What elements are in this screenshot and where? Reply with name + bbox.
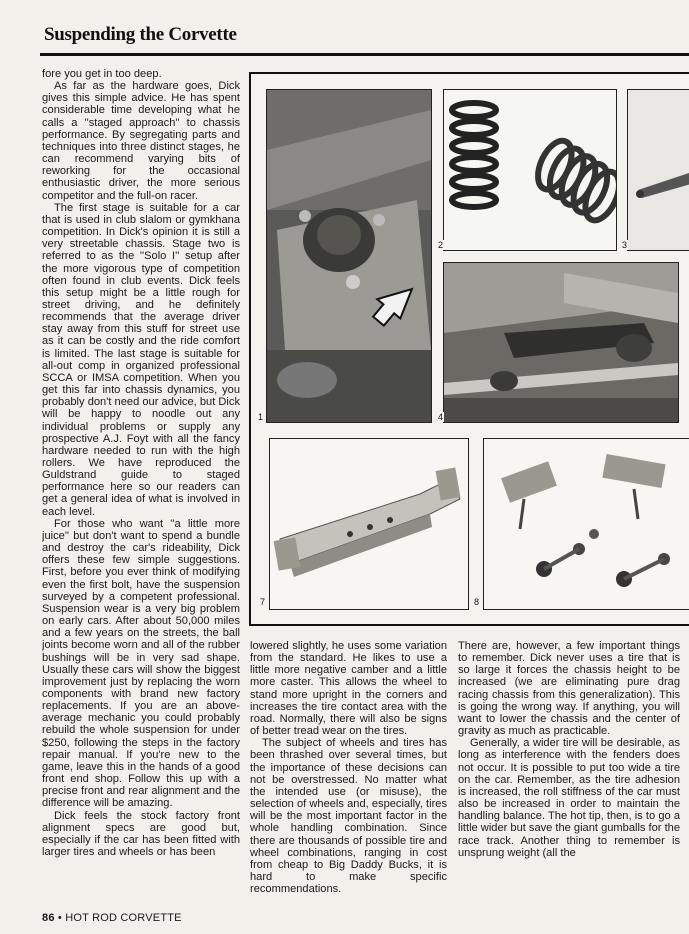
text-column-1 — [42, 68, 240, 908]
photo-number: 7 — [260, 597, 266, 607]
text-column-2 — [250, 640, 447, 908]
header-rule — [40, 53, 689, 56]
paragraph: As far as the hardware goes, Dick gives this simple advice. He has spent considerable time developing what he calls a ''staged approach'' to chassis performance. By segregating parts and techniques into three distinct stages, he can recommend varying bits of reworking for the occasional enthusiastic driver, the more serious competitor and the full-on racer. — [42, 80, 240, 202]
text-column-3 — [458, 640, 680, 908]
photo-4-suspension-linkage — [443, 262, 679, 423]
running-head: Suspending the Corvette — [44, 24, 237, 45]
photo-number: 8 — [474, 597, 480, 607]
page-number: 86 — [42, 912, 55, 924]
page-footer — [42, 912, 182, 924]
photo-panel — [249, 72, 689, 626]
photo-3-partial — [627, 89, 689, 251]
photo-number: 2 — [438, 240, 444, 250]
photo-7-crossmember — [269, 438, 469, 610]
photo-2-coil-springs — [443, 89, 617, 251]
photo-8-sway-bar-links — [483, 438, 689, 610]
paragraph: Generally, a wider tire will be desirable, as long as interference with the fenders does not occur. It is possible to put too wide a tire on the car. Remember, as the tire adhesion is increased, the roll stiffness of the car must also be increased in order to maintain the handling balance. The hot tip, then, is to go a little wider but save the giant gumballs for the race track. Another thing to remember is unsprung weight (all the — [458, 737, 680, 859]
photo-number: 4 — [438, 412, 444, 422]
paragraph: For those who want ''a little more juice'' but don't want to spend a bundle and destroy the car's rideability, Dick offers these few simple suggestions. First, before you ever think of modifying even the first bolt, have the suspension surveyed by a competent professional. Suspension wear is a very big problem on early cars. After about 50,000 miles and a few years on the streets, the ball joints become worn and all of the rubber bushings will be in very sad shape. Usually these cars will show the biggest improvement just by replacing the worn components with brand new factory replacements. If you are an above-average mechanic you could probably rebuild the whole suspension for under $250, following the steps in the factory repair manual. If you're new to the game, leave this in the hands of a good front end shop. Follow this up with a precise front and rear alignment and the difference will be amazing. — [42, 517, 240, 810]
photo-number: 1 — [258, 412, 264, 422]
paragraph: The subject of wheels and tires has been thrashed over several times, but the importance of these decisions can not be overstressed. No matter what the intended use (or misuse), the selection of wheels and, especially, tires will be the most important factor in the whole handling combination. Since there are thousands of possible tire and wheel combinations, ranging in cost from cheap to Big Daddy Bucks, it is hard to make specific recommendations. — [250, 737, 447, 896]
paragraph: lowered slightly, he uses some variation from the standard. He likes to use a little more negative camber and a little more caster. This allows the wheel to stand more upright in the corners and increases the tire contact area with the road. Normally, there will also be signs of better tread wear on the tires. — [250, 640, 447, 738]
paragraph: There are, however, a few important things to remember. Dick never uses a tire that is so large it forces the chassis height to be increased (we are eliminating pure drag racing chassis from this generalization). This is going the wrong way. If anything, you will want to lower the chassis and the center of gravity as much as practicable. — [458, 640, 680, 738]
paragraph: fore you get in too deep. — [42, 68, 162, 80]
footer-bullet: • — [57, 912, 62, 924]
paragraph: Dick feels the stock factory front alignment specs are good but, especially if the car has been fitted with larger tires and wheels or has been — [42, 809, 240, 858]
magazine-name: HOT ROD CORVETTE — [65, 912, 182, 924]
photo-number: 3 — [622, 240, 628, 250]
paragraph: The first stage is suitable for a car that is used in club slalom or gymkhana competition. In Dick's opinion it is still a very streetable chassis. Stage two is referred to as the ''Solo I'' setup after the more vigorous type of competition often found in club events. Dick feels this setup might be a little rough for street driving, and he definitely recommends that the average driver stay away from this stuff for street use as it can be costly and the ride comfort is limited. The last stage is suitable for all-out comp in organized professional SCCA or IMSA competition. When you get this far into chassis dynamics, you probably don't need our advice, but Dick will be happy to noodle out any individual problems or supply any prospective A.J. Foyt with all the fancy hardware needed to run with the high rollers. We have reproduced the Guldstrand guide to staged performance here so our readers can get a general idea of what is involved in each level. — [42, 201, 240, 518]
photo-1-control-arm — [266, 89, 432, 423]
